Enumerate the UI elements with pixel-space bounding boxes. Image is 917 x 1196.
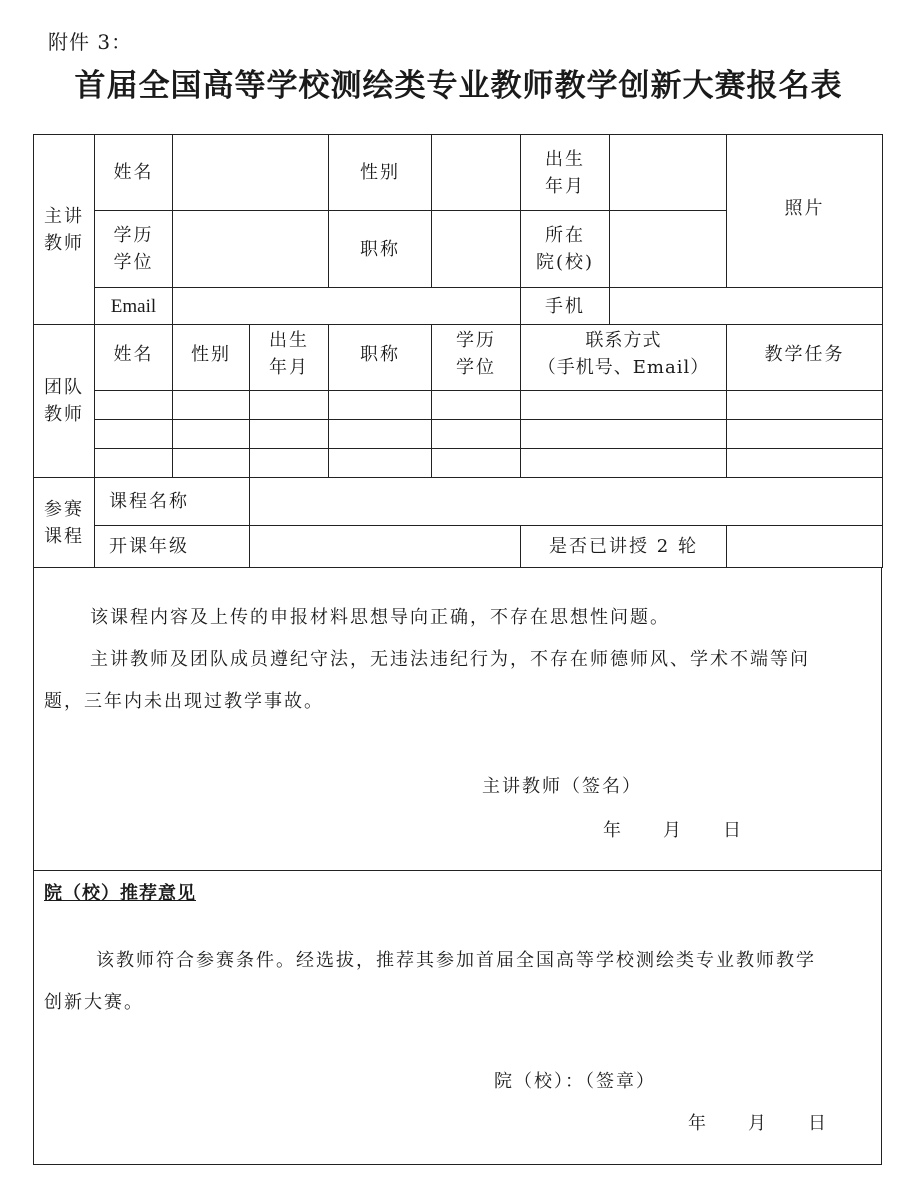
declaration-paragraph-1: 该课程内容及上传的申报材料思想导向正确，不存在思想性问题。 [90,607,670,628]
main-title-field[interactable] [432,211,521,288]
team-cell[interactable] [432,420,521,449]
team-cell[interactable] [250,420,329,449]
team-row [34,391,883,420]
team-cell[interactable] [173,391,250,420]
registration-table [33,134,883,568]
team-cell[interactable] [95,449,173,478]
main-teacher-section-label: 主讲 教师 [34,135,95,325]
course-name-field[interactable] [250,478,883,526]
team-cell[interactable] [173,449,250,478]
attachment-label: 附件 3： [48,30,133,54]
recommendation-paragraph: 该教师符合参赛条件。经选拔，推荐其参加首届全国高等学校测绘类专业教师教学 [96,950,816,971]
recommendation-section [33,870,882,1165]
team-cell[interactable] [95,391,173,420]
form-title: 首届全国高等学校测绘类专业教师教学创新大赛报名表 [74,68,843,104]
course-taught-label: 是否已讲授 2 轮 [521,526,727,568]
main-gender-label: 性别 [329,135,432,211]
team-cell[interactable] [521,420,727,449]
team-cell[interactable] [727,449,883,478]
team-header-contact: 联系方式 （手机号、Email） [521,325,727,391]
main-degree-label: 学历 学位 [95,211,173,288]
main-name-field[interactable] [173,135,329,211]
main-school-field[interactable] [610,211,727,288]
recommendation-title: 院（校）推荐意见 [44,883,196,904]
school-seal-label[interactable]: 院（校）：（签章） [494,1071,656,1092]
course-section-label: 参赛 课程 [34,478,95,568]
main-phone-label: 手机 [521,288,610,325]
main-degree-field[interactable] [173,211,329,288]
course-taught-field[interactable] [727,526,883,568]
main-school-label: 所在 院(校) [521,211,610,288]
team-cell[interactable] [329,449,432,478]
course-grade-field[interactable] [250,526,521,568]
main-birth-field[interactable] [610,135,727,211]
team-cell[interactable] [521,391,727,420]
team-cell[interactable] [329,391,432,420]
teacher-signature-label[interactable]: 主讲教师（签名） [482,776,642,797]
team-header-task: 教学任务 [727,325,883,391]
team-cell[interactable] [173,420,250,449]
team-header-name: 姓名 [95,325,173,391]
team-row [34,449,883,478]
recommendation-paragraph-cont: 创新大赛。 [44,992,144,1013]
team-header-title: 职称 [329,325,432,391]
main-email-field[interactable] [173,288,521,325]
team-cell[interactable] [727,420,883,449]
team-header-gender: 性别 [173,325,250,391]
team-cell[interactable] [329,420,432,449]
team-header-birth: 出生 年月 [250,325,329,391]
team-header-degree: 学历 学位 [432,325,521,391]
photo-box[interactable]: 照片 [727,135,883,288]
declaration-date[interactable]: 年 月 日 [603,820,743,841]
main-title-label: 职称 [329,211,432,288]
main-email-label: Email [95,288,173,325]
team-cell[interactable] [521,449,727,478]
team-cell[interactable] [250,391,329,420]
recommendation-date[interactable]: 年 月 日 [688,1113,828,1134]
team-cell[interactable] [432,391,521,420]
main-name-label: 姓名 [95,135,173,211]
team-row [34,420,883,449]
team-cell[interactable] [727,391,883,420]
course-name-label: 课程名称 [95,478,250,526]
team-section-label: 团队 教师 [34,325,95,478]
declaration-paragraph-2-cont: 题，三年内未出现过教学事故。 [44,691,324,712]
declaration-paragraph-2: 主讲教师及团队成员遵纪守法，无违法违纪行为，不存在师德师风、学术不端等问 [90,649,810,670]
team-cell[interactable] [432,449,521,478]
declaration-section [33,568,882,871]
course-grade-label: 开课年级 [95,526,250,568]
main-gender-field[interactable] [432,135,521,211]
main-birth-label: 出生 年月 [521,135,610,211]
team-cell[interactable] [95,420,173,449]
team-cell[interactable] [250,449,329,478]
main-phone-field[interactable] [610,288,883,325]
